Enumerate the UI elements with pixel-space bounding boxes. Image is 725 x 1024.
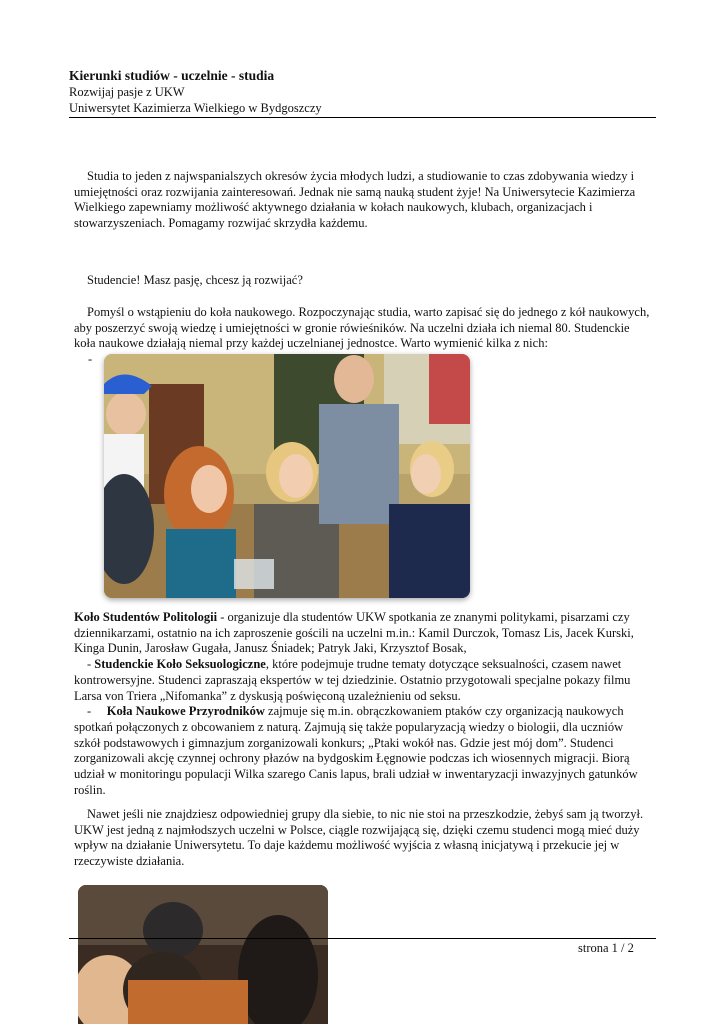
closing-text: Nawet jeśli nie znajdziesz odpowiedniej grupy dla siebie, to nic nie stoi na przeszkodzie, żebyś sam ją tworzył. UKW jest jedną z najmłodszych uczelni w Polsce, ciągle rozwijającą się, dzięki czemu studenci mogą mieć duży wpływ na działanie Uniwersytetu. To daje każdemu możliwość wyjścia z własną inicjatywą i przekucie jej w rzeczywiste działania. bbox=[74, 807, 644, 869]
students-group-photo bbox=[104, 354, 470, 598]
clubs-list bbox=[74, 610, 650, 798]
question-paragraph bbox=[74, 273, 650, 289]
club-name: Koła Naukowe Przyrodników bbox=[106, 704, 265, 719]
list-dash: - bbox=[88, 352, 93, 366]
club-description: zajmuje się m.in. obrączkowaniem ptaków czy organizacją naukowych spotkań połączonych z obcowaniem z naturą. Zajmują się także popularyzacją wiedzy o biologii, dla uczniów szkół podstawowych i gimnazjum zorganizowali konkurs; „Ptaki wokół nas. Gdzie jest mój dom”. Studenci zorganizowali akcję czynnej ochrony płazów na bydgoskim Łęgnowie podczas ich wiosennych migracji. Biorą udział w monitoringu populacji Wilka szarego Canis lapus, brali udział w inwentaryzacji inwazyjnych gatunków roślin. bbox=[74, 704, 638, 797]
club-name: Koło Studentów Politologii bbox=[74, 610, 218, 624]
university-name: Uniwersytet Kazimierza Wielkiego w Bydgoszczy bbox=[69, 101, 322, 115]
header-divider bbox=[69, 117, 656, 118]
clubs-intro-text: Pomyśl o wstąpieniu do koła naukowego. Rozpoczynając studia, warto zapisać się do jednego z kół naukowych, aby poszerzyć swoją wiedzę i umiejętności w gronie rówieśników. Na uczelni działa ich niemal 80. Studenckie koła naukowe działają niemal przy każdej uczelnianej jednostce. Warto wymienić kilka z nich: bbox=[74, 305, 650, 351]
clubs-intro-paragraph bbox=[74, 305, 650, 352]
intro-text: Studia to jeden z najwspanialszych okresów życia młodych ludzi, a studiowanie to czas zdobywania wiedzy i umiejętności oraz rozwijania zainteresowań. Jednak nie samą nauką student żyje! Na Uniwersytecie Kazimierza Wielkiego zapewniamy możliwość aktywnego działania w kołach naukowych, klubach, organizacjach i stowarzyszeniach. Pomagamy rozwijać skrzydła każdemu. bbox=[74, 169, 636, 231]
list-item bbox=[74, 610, 650, 657]
document-header bbox=[69, 68, 656, 116]
students-study-photo bbox=[78, 885, 328, 1024]
intro-paragraph bbox=[74, 169, 650, 232]
footer-divider bbox=[69, 938, 656, 939]
list-item bbox=[74, 657, 650, 704]
list-item bbox=[74, 704, 650, 798]
page-number: strona 1 / 2 bbox=[578, 941, 634, 955]
club-description: , które podejmuje trudne tematy dotyczące seksualności, czasem nawet kontrowersyjne. Studenci zapraszają ekspertów w tej dziedzinie. Ostatnio przygotowali specjalne pokazy filmu Larsa von Triera „Nifomanka” z dyskusją poświęconą uzależnieniu od seksu. bbox=[74, 657, 631, 703]
page-subtitle: Rozwijaj pasje z UKW bbox=[69, 85, 185, 99]
list-dash: - bbox=[87, 704, 107, 719]
page-title: Kierunki studiów - uczelnie - studia bbox=[69, 68, 275, 83]
closing-paragraph bbox=[74, 807, 650, 870]
list-dash: - bbox=[87, 657, 95, 672]
question-text: Studencie! Masz pasję, chcesz ją rozwijać? bbox=[87, 273, 303, 287]
club-description: - organizuje dla studentów UKW spotkania ze znanymi politykami, pisarzami czy dziennikarzami, ostatnio na ich zaproszenie gościli na uczelni m.in.: Kamil Durczok, Tomasz Lis, Jacek Kurski, Kinga Dunin, Jarosław Gugała, Janusz Śniadek; Patryk Jaki, Krzysztof Bosak, bbox=[74, 610, 634, 656]
club-name: Studenckie Koło Seksuologiczne bbox=[94, 657, 266, 672]
